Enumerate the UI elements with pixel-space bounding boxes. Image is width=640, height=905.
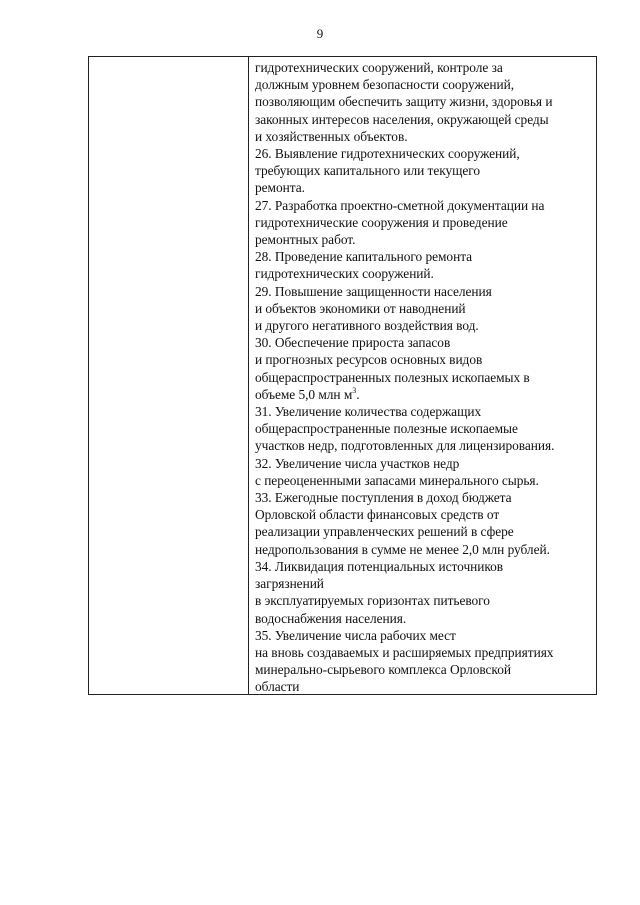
text-line: и объектов экономики от наводнений [255,300,466,316]
item-32-title: 32. Увеличение числа участков недр [255,455,460,471]
text-line: общераспространенных полезных ископаемых в [255,369,530,385]
item-26-title: 26. Выявление гидротехнических сооружений, [255,146,520,162]
text-line: и прогнозных ресурсов основных видов [255,352,483,368]
text-line: и хозяйственных объектов. [255,128,408,144]
text-line: и другого негативного воздействия вод. [255,318,479,334]
column-divider [248,57,249,694]
text-line: области [255,679,300,695]
left-table-cell [89,57,248,694]
text-line: гидротехнических сооружений. [255,266,434,282]
item-30-title: 30. Обеспечение прироста запасов [255,335,451,351]
text-line: в эксплуатируемых горизонтах питьевого [255,593,490,609]
item-35-title: 35. Увеличение числа рабочих мест [255,627,456,643]
text-line: реализации управленческих решений в сфере [255,524,514,540]
item-34-title: 34. Ликвидация потенциальных источников [255,558,504,574]
text-line: водоснабжения населения. [255,610,407,626]
item-27-title: 27. Разработка проектно-сметной документации на [255,197,545,213]
text-line: с переоцененными запасами минерального сырья. [255,472,539,488]
text-line: на вновь создаваемых и расширяемых предприятиях [255,644,554,660]
text-line: гидротехнические сооружения и проведение [255,214,508,230]
item-33-title: 33. Ежегодные поступления в доход бюджета [255,490,512,506]
text-line: Орловской области финансовых средств от [255,507,500,523]
text-line: участков недр, подготовленных для лицензирования. [255,438,555,454]
text-line: общераспространенные полезные ископаемые [255,421,518,437]
volume-suffix: . [356,386,360,402]
volume-line [255,386,595,403]
text-line: законных интересов населения, окружающей среды [255,111,549,127]
text-line: гидротехнических сооружений, контроле за [255,60,503,75]
text-line: должным уровнем безопасности сооружений, [255,77,515,93]
text-line: недропользования в сумме не менее 2,0 млн рублей. [255,541,550,557]
volume-text: объеме 5,0 млн м [255,386,353,402]
page-number: 9 [316,26,324,41]
text-line: минерально-сырьевого комплекса Орловской [255,662,511,678]
right-table-cell [255,59,595,696]
text-line: требующих капитального или текущего [255,163,481,179]
text-line: ремонта. [255,180,305,196]
item-28-title: 28. Проведение капитального ремонта [255,249,473,265]
item-31-title: 31. Увеличение количества содержащих [255,404,482,420]
volume-superscript: 3 [352,385,357,395]
text-line: ремонтных работ. [255,232,356,248]
item-29-title: 29. Повышение защищенности населения [255,283,492,299]
text-line: загрязнений [255,576,324,592]
document-table [88,56,597,695]
text-line: позволяющим обеспечить защиту жизни, здоровья и [255,94,553,110]
